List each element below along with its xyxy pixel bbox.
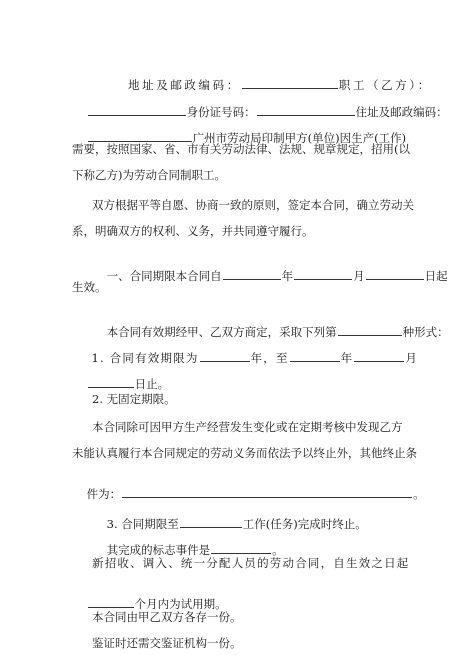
doc-text: 其完成的标志事件是: [106, 543, 211, 557]
month-label: 月: [405, 351, 419, 365]
doc-text: 未能认真履行本合同规定的劳动义务而依法予以终止外，其他终止条: [72, 446, 417, 460]
start-day-blank[interactable]: [366, 268, 424, 280]
doc-text: 种形式：: [402, 325, 449, 339]
doc-text: 件为：: [86, 487, 122, 501]
doc-text: 。: [272, 543, 284, 557]
termination-conditions-blank[interactable]: [122, 486, 412, 498]
contract-term-label: 一、合同期限本合同自: [106, 269, 222, 283]
address-blank[interactable]: [242, 77, 338, 89]
month-label: 月: [353, 269, 365, 283]
end-day-blank[interactable]: [88, 376, 134, 388]
year-label: 年: [340, 351, 354, 365]
start-year-blank[interactable]: [223, 268, 281, 280]
doc-text: 鉴证时还需交鉴证机构一份。: [92, 636, 242, 650]
doc-text: 本合同有效期经甲、乙双方商定，采取下列第: [106, 325, 337, 339]
doc-text: 。: [413, 487, 425, 501]
doc-text: 2. 无固定期限。: [92, 392, 176, 406]
task-blank[interactable]: [180, 516, 242, 528]
doc-text: 系，明确双方的权利、义务，并共同遵守履行。: [72, 224, 314, 238]
employee-label: 职工（乙方）：: [338, 78, 432, 92]
residence-label: 住址及邮政编码：: [355, 105, 448, 119]
doc-text: 双方根据平等自愿、协商一致的原则，签定本合同，确立劳动关: [92, 198, 414, 212]
doc-text: 需要，按照国家、省、市有关劳动法律、法规、规章规定，招用(以: [72, 142, 410, 156]
residence-blank[interactable]: [88, 130, 192, 142]
doc-text: 年，至: [250, 351, 289, 365]
doc-text: 本合同由甲乙双方各存一份。: [92, 610, 242, 624]
doc-text: 1. 合同有效期限为: [91, 351, 199, 365]
day-label: 日起: [424, 269, 448, 283]
doc-text: 下称乙方)为劳动合同制职工。: [72, 168, 226, 182]
doc-text: 3. 合同期限至: [106, 517, 179, 531]
id-number-label: 身份证号码：: [186, 105, 256, 119]
year-label: 年: [281, 269, 294, 283]
end-month-blank[interactable]: [354, 350, 404, 362]
end-year-blank[interactable]: [290, 350, 340, 362]
probation-months-blank[interactable]: [88, 596, 134, 608]
doc-text: 广州市劳动局印制甲方(单位)因生产(工作): [192, 131, 407, 145]
doc-text: 本合同除可因甲方生产经营发生变化或在定期考核中发现乙方: [92, 420, 403, 434]
doc-text: 生效。: [72, 280, 107, 294]
employee-name-blank[interactable]: [88, 104, 186, 116]
completion-event-blank[interactable]: [211, 542, 271, 554]
doc-text: 日止。: [134, 377, 170, 391]
doc-text: 工作(任务)完成时终止。: [242, 517, 367, 531]
doc-text: 新招收、调入、统一分配人员的劳动合同，自生效之日起: [92, 556, 410, 570]
address-label: 地址及邮政编码：: [128, 78, 241, 92]
form-choice-blank[interactable]: [338, 324, 402, 336]
start-month-blank[interactable]: [294, 268, 352, 280]
doc-text: 个月内为试用期。: [134, 597, 227, 611]
term-years-blank[interactable]: [200, 350, 250, 362]
id-number-blank[interactable]: [257, 104, 355, 116]
doc-line: [92, 254, 448, 297]
